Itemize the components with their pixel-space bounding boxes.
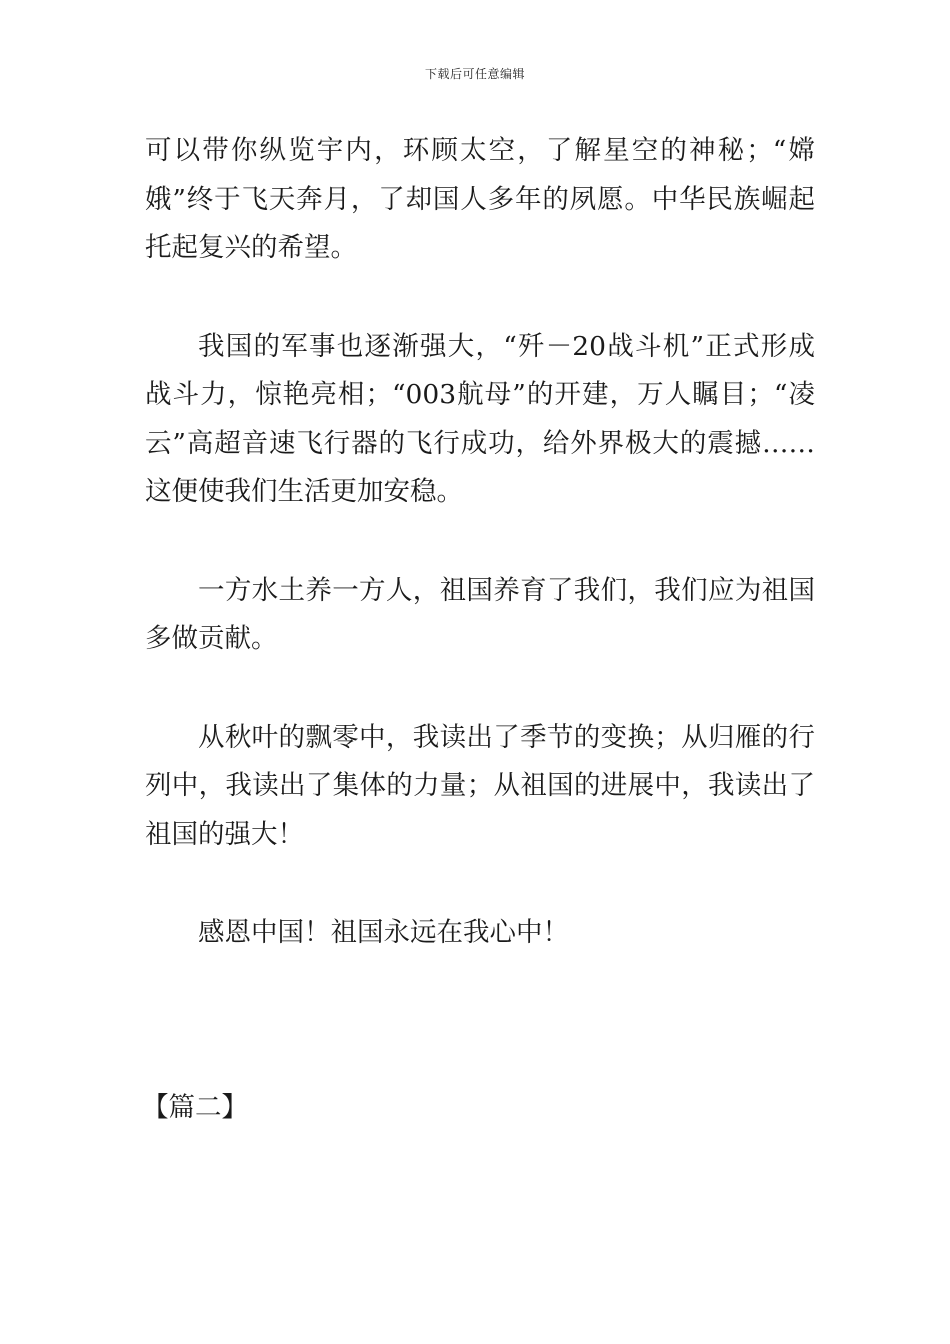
paragraph-spacer: [145, 664, 815, 714]
paragraph-spacer: [145, 859, 815, 909]
page-header-note: 下载后可任意编辑: [424, 67, 525, 81]
paragraph-spacer: [145, 273, 815, 323]
section-title: 【篇二】: [142, 1091, 248, 1123]
paragraph-2: 我国的军事也逐渐强大，“歼－20战斗机”正式形成战斗力，惊艳亮相；“003航母”的开建，万人瞩目；“凌云”高超音速飞行器的飞行成功，给外界极大的震撼……这便使我们生活更加安稳。: [145, 330, 815, 507]
section-spacer: [145, 958, 815, 1084]
paragraph-3: 一方水土养一方人，祖国养育了我们，我们应为祖国多做贡献。: [145, 574, 815, 654]
paragraph-5: 感恩中国！祖国永远在我心中！: [198, 917, 569, 948]
paragraph-spacer: [145, 517, 815, 567]
paragraph-4: 从秋叶的飘零中，我读出了季节的变换；从归雁的行列中，我读出了集体的力量；从祖国的进展中，我读出了祖国的强大！: [145, 721, 815, 850]
document-body: [142, 127, 815, 1132]
paragraph-1: 可以带你纵览宇内，环顾太空，了解星空的神秘；“嫦娥”终于飞天奔月，了却国人多年的夙愿。中华民族崛起托起复兴的希望。: [145, 135, 815, 263]
